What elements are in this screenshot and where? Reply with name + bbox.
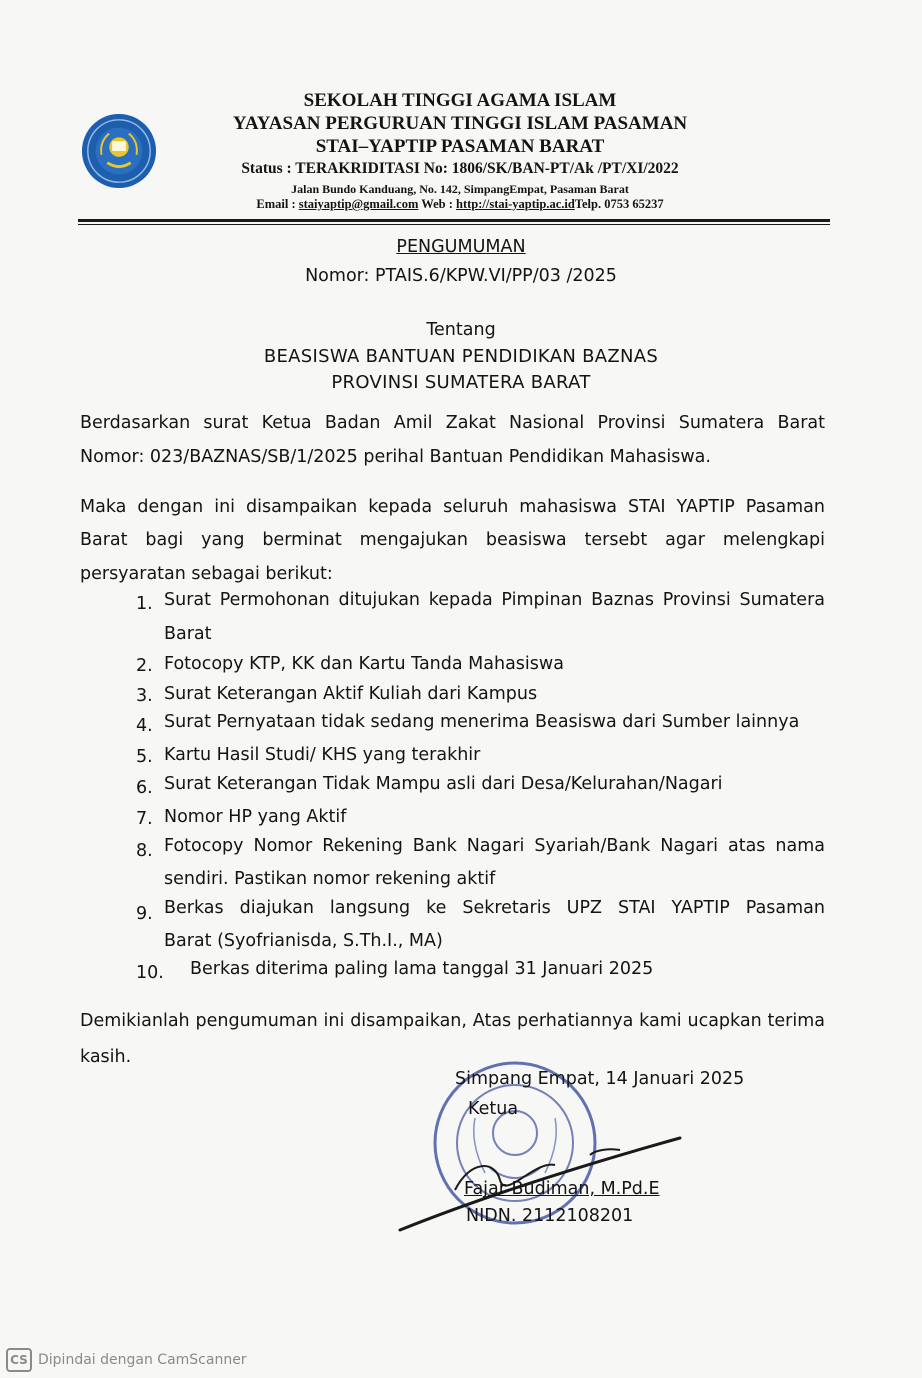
paragraph-line: Maka dengan ini disampaikan kepada seluruh mahasiswa STAI YAPTIP Pasaman [80, 497, 825, 517]
web-link[interactable]: http://stai-yaptip.ac.id [456, 197, 575, 211]
signatory-role: Ketua [468, 1099, 519, 1119]
announcement-title: PENGUMUMAN [396, 237, 526, 257]
email-label: Email : [256, 197, 296, 211]
list-number: 4. [136, 716, 153, 736]
subject-line1: BEASISWA BANTUAN PENDIDIKAN BAZNAS [263, 346, 659, 367]
list-item: Nomor HP yang Aktif [164, 807, 347, 827]
list-number: 7. [136, 809, 153, 829]
signatory-nidn: NIDN. 2112108201 [466, 1206, 634, 1226]
list-item: Berkas diajukan langsung ke Sekretaris UPZ STAI YAPTIP Pasaman [164, 898, 825, 918]
paragraph-line: Nomor: 023/BAZNAS/SB/1/2025 perihal Bantuan Pendidikan Mahasiswa. [80, 447, 711, 467]
list-item: Surat Permohonan ditujukan kepada Pimpinan Baznas Provinsi Sumatera [164, 590, 825, 610]
list-number: 8. [136, 841, 153, 861]
accreditation-status: Status : TERAKRIDITASI No: 1806/SK/BAN-PT/Ak /PT/XI/2022 [241, 160, 679, 177]
list-item: Berkas diterima paling lama tanggal 31 Januari 2025 [190, 959, 654, 979]
list-item: Surat Pernyataan tidak sedang menerima Beasiswa dari Sumber lainnya [164, 712, 800, 732]
institution-logo-icon [80, 112, 158, 190]
paragraph-line: Barat bagi yang berminat mengajukan beasiswa tersebt agar melengkapi [80, 530, 825, 550]
list-number: 9. [136, 904, 153, 924]
address: Jalan Bundo Kanduang, No. 142, SimpangEmpat, Pasaman Barat [291, 182, 629, 196]
list-number: 1. [136, 594, 153, 614]
list-item-continuation: Barat [164, 624, 212, 644]
list-number: 3. [136, 686, 153, 706]
list-number: 6. [136, 778, 153, 798]
list-item-continuation: Barat (Syofrianisda, S.Th.I., MA) [164, 931, 443, 951]
paragraph-line: kasih. [80, 1047, 132, 1067]
letterhead-divider-thin [78, 224, 830, 225]
email-link[interactable]: staiyaptip@gmail.com [298, 197, 419, 211]
paragraph-line: Demikianlah pengumuman ini disampaikan, Atas perhatiannya kami ucapkan terima [80, 1011, 825, 1031]
letterhead-divider-thick [78, 219, 830, 222]
subject-line2: PROVINSI SUMATERA BARAT [331, 372, 591, 393]
subject-label: Tentang [426, 320, 496, 340]
list-item-continuation: sendiri. Pastikan nomor rekening aktif [164, 869, 496, 889]
web-label: Web : [421, 197, 453, 211]
list-number: 5. [136, 747, 153, 767]
signatory-name: Fajar Budiman, M.Pd.E [464, 1179, 660, 1199]
contact-line [170, 197, 750, 212]
letterhead-line1: SEKOLAH TINGGI AGAMA ISLAM [303, 90, 617, 111]
list-number: 10. [136, 963, 164, 983]
list-item: Surat Keterangan Tidak Mampu asli dari Desa/Kelurahan/Nagari [164, 774, 723, 794]
list-item: Fotocopy KTP, KK dan Kartu Tanda Mahasiswa [164, 654, 564, 674]
list-item: Surat Keterangan Aktif Kuliah dari Kampus [164, 684, 538, 704]
list-item: Kartu Hasil Studi/ KHS yang terakhir [164, 745, 481, 765]
place-date: Simpang Empat, 14 Januari 2025 [455, 1069, 745, 1089]
letterhead-line2: YAYASAN PERGURUAN TINGGI ISLAM PASAMAN [232, 113, 688, 134]
paragraph-line: Berdasarkan surat Ketua Badan Amil Zakat Nasional Provinsi Sumatera Barat [80, 413, 825, 433]
telephone: Telp. 0753 65237 [574, 197, 664, 211]
paragraph-line: persyaratan sebagai berikut: [80, 564, 333, 584]
scanner-text: Dipindai dengan CamScanner [38, 1352, 247, 1368]
list-item: Fotocopy Nomor Rekening Bank Nagari Syariah/Bank Nagari atas nama [164, 836, 825, 856]
list-number: 2. [136, 656, 153, 676]
reference-number: Nomor: PTAIS.6/KPW.VI/PP/03 /2025 [305, 266, 617, 286]
scanner-watermark [6, 1348, 247, 1372]
camscanner-logo-icon: CS [6, 1348, 32, 1372]
letterhead-line3: STAI–YAPTIP PASAMAN BARAT [315, 136, 605, 157]
